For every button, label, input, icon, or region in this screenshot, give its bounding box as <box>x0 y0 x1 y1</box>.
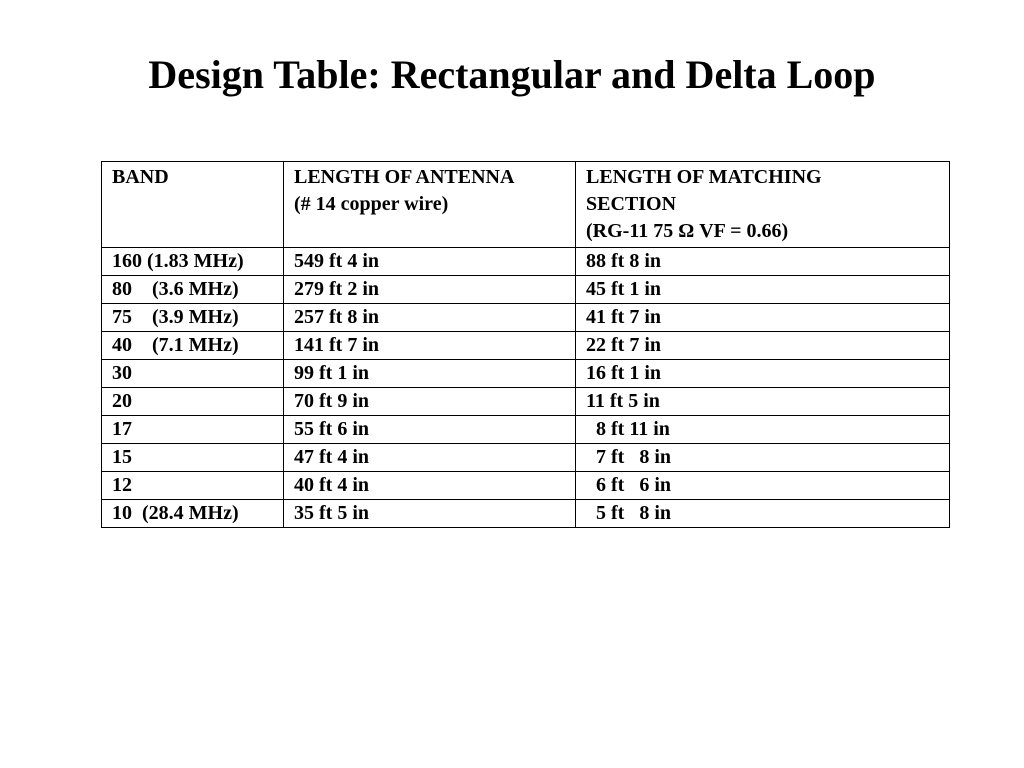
table-row <box>102 388 950 416</box>
band-cell: 75 (3.9 MHz) <box>102 304 284 332</box>
antenna-length-cell: 70 ft 9 in <box>284 388 576 416</box>
antenna-length-cell: 55 ft 6 in <box>284 416 576 444</box>
header-antenna-length-line: LENGTH OF ANTENNA <box>294 166 515 188</box>
matching-length-cell: 45 ft 1 in <box>576 276 950 304</box>
band-cell: 12 <box>102 472 284 500</box>
band-cell: 20 <box>102 388 284 416</box>
table-row <box>102 472 950 500</box>
band-cell: 17 <box>102 416 284 444</box>
antenna-length-cell: 279 ft 2 in <box>284 276 576 304</box>
antenna-length-cell: 549 ft 4 in <box>284 248 576 276</box>
header-matching-section-line: SECTION <box>586 193 677 215</box>
matching-length-cell: 41 ft 7 in <box>576 304 950 332</box>
matching-length-cell: 22 ft 7 in <box>576 332 950 360</box>
table-row <box>102 444 950 472</box>
design-table <box>101 161 950 528</box>
header-band <box>102 162 284 248</box>
table-row <box>102 500 950 528</box>
table-row <box>102 248 950 276</box>
table-row <box>102 416 950 444</box>
antenna-length-cell: 99 ft 1 in <box>284 360 576 388</box>
matching-length-cell: 8 ft 11 in <box>576 416 950 444</box>
header-antenna-length <box>284 162 576 248</box>
header-band-line: BAND <box>112 166 169 188</box>
antenna-length-cell: 35 ft 5 in <box>284 500 576 528</box>
table-header-row <box>102 162 950 248</box>
band-cell: 80 (3.6 MHz) <box>102 276 284 304</box>
matching-length-cell: 6 ft 6 in <box>576 472 950 500</box>
header-matching-section-line: LENGTH OF MATCHING <box>586 166 822 188</box>
band-cell: 10 (28.4 MHz) <box>102 500 284 528</box>
matching-length-cell: 5 ft 8 in <box>576 500 950 528</box>
table-row <box>102 276 950 304</box>
matching-length-cell: 88 ft 8 in <box>576 248 950 276</box>
band-cell: 40 (7.1 MHz) <box>102 332 284 360</box>
antenna-length-cell: 141 ft 7 in <box>284 332 576 360</box>
antenna-length-cell: 40 ft 4 in <box>284 472 576 500</box>
matching-length-cell: 16 ft 1 in <box>576 360 950 388</box>
antenna-length-cell: 257 ft 8 in <box>284 304 576 332</box>
band-cell: 30 <box>102 360 284 388</box>
band-cell: 160 (1.83 MHz) <box>102 248 284 276</box>
header-matching-section-line: (RG-11 75 Ω VF = 0.66) <box>586 220 789 242</box>
header-antenna-length-line: (# 14 copper wire) <box>294 193 449 215</box>
antenna-length-cell: 47 ft 4 in <box>284 444 576 472</box>
matching-length-cell: 11 ft 5 in <box>576 388 950 416</box>
header-matching-section <box>576 162 950 248</box>
table-row <box>102 304 950 332</box>
table-row <box>102 332 950 360</box>
matching-length-cell: 7 ft 8 in <box>576 444 950 472</box>
table-row <box>102 360 950 388</box>
page-title: Design Table: Rectangular and Delta Loop <box>148 52 876 97</box>
band-cell: 15 <box>102 444 284 472</box>
